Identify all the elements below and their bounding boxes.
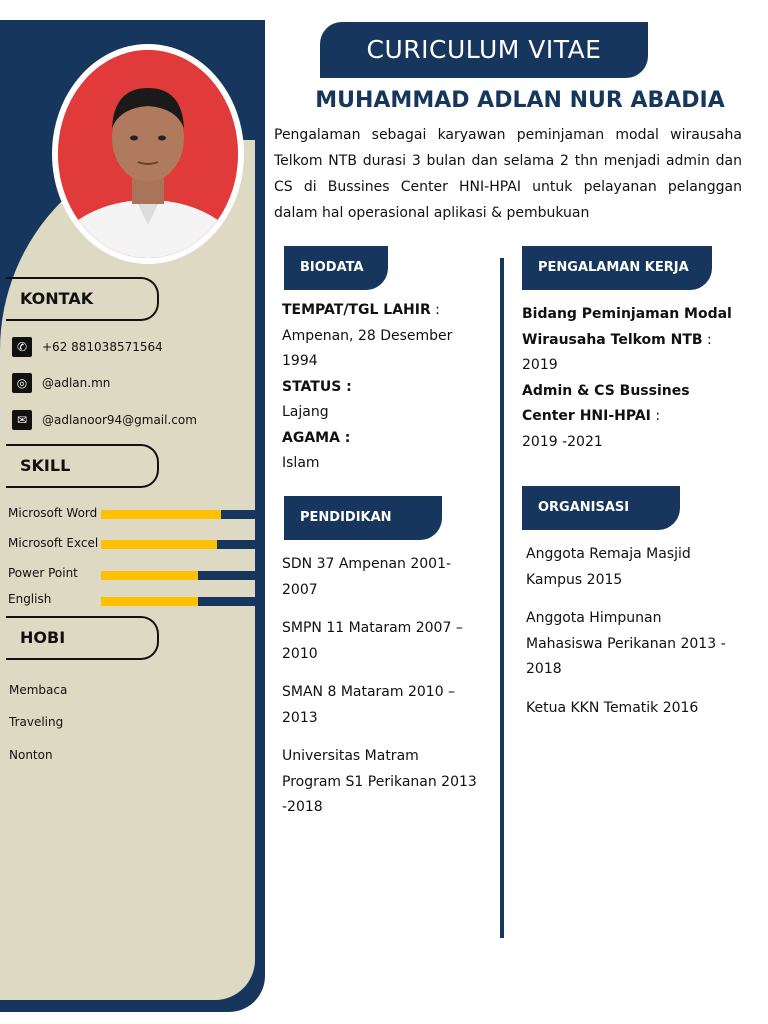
- pendidikan-list: [282, 552, 482, 821]
- kontak-title: KONTAK: [20, 289, 94, 308]
- pengalaman-content: [522, 302, 737, 455]
- person-portrait-icon: [58, 50, 238, 258]
- experience-year: 2019 -2021: [522, 433, 603, 450]
- organisasi-list: [526, 542, 741, 721]
- pendidikan-title: PENDIDIKAN: [300, 510, 392, 525]
- contact-instagram[interactable]: [12, 372, 110, 394]
- hobi-heading: [6, 616, 159, 660]
- contact-phone[interactable]: [12, 336, 163, 358]
- biodata-title: BIODATA: [300, 260, 364, 275]
- skill-title: SKILL: [20, 456, 71, 475]
- title-banner: [320, 22, 648, 78]
- experience-separator: :: [702, 331, 712, 348]
- person-name: MUHAMMAD ADLAN NUR ABADIA: [315, 88, 725, 113]
- contact-instagram-text: @adlan.mn: [42, 376, 111, 390]
- education-item: SDN 37 Ampenan 2001-2007: [282, 556, 452, 598]
- profile-photo: [58, 50, 238, 258]
- organisasi-title: ORGANISASI: [538, 500, 630, 515]
- pendidikan-heading: [284, 496, 442, 540]
- skill-heading: [6, 444, 159, 488]
- experience-item: [522, 379, 737, 430]
- instagram-icon: ◎: [12, 373, 32, 393]
- biodata-heading: [284, 246, 388, 290]
- ttl-separator: :: [430, 302, 440, 318]
- organization-item: Ketua KKN Tematik 2016: [526, 699, 699, 716]
- organization-item: Anggota Remaja Masjid Kampus 2015: [526, 546, 691, 588]
- status-value: Lajang: [282, 404, 329, 420]
- experience-role: Admin & CS Bussines Center HNI-HPAI: [522, 382, 690, 424]
- organisasi-heading: [522, 486, 680, 530]
- skill-label: Microsoft Word: [8, 506, 98, 520]
- organization-item: Anggota Himpunan Mahasiswa Perikanan 2013 - 2018: [526, 610, 726, 677]
- agama-value: Islam: [282, 455, 320, 471]
- cv-title: CURICULUM VITAE: [366, 35, 602, 64]
- agama-label: AGAMA :: [282, 429, 351, 446]
- skill-bar: [101, 510, 255, 519]
- ttl-row: [282, 298, 492, 324]
- skill-bar-fill: [101, 597, 198, 606]
- contact-email[interactable]: [12, 409, 197, 431]
- mail-icon: ✉: [12, 410, 32, 430]
- ttl-label: TEMPAT/TGL LAHIR: [282, 302, 431, 318]
- column-divider: [500, 258, 504, 938]
- experience-role: Bidang Peminjaman Modal Wirausaha Telkom NTB: [522, 306, 732, 348]
- skill-bar: [101, 597, 255, 606]
- biodata-content: [282, 298, 492, 477]
- hobi-title: HOBI: [20, 628, 66, 647]
- skill-label: Microsoft Excel: [8, 536, 99, 550]
- whatsapp-icon: ✆: [12, 337, 32, 357]
- hobby-item: Traveling: [9, 715, 64, 729]
- pengalaman-heading: [522, 246, 712, 290]
- skill-bar-fill: [101, 540, 217, 549]
- skill-bar-fill: [101, 571, 198, 580]
- skill-bar: [101, 540, 255, 549]
- pengalaman-title: PENGALAMAN KERJA: [538, 260, 689, 275]
- experience-separator: :: [650, 408, 661, 424]
- contact-email-text: @adlanoor94@gmail.com: [42, 413, 197, 427]
- kontak-heading: [6, 277, 159, 321]
- contact-phone-text: +62 881038571564: [42, 340, 163, 354]
- status-label: STATUS :: [282, 378, 352, 395]
- hobby-item: Nonton: [9, 748, 53, 762]
- ttl-value: Ampenan, 28 Desember 1994: [282, 327, 453, 369]
- profile-summary: Pengalaman sebagai karyawan peminjaman modal wirausaha Telkom NTB durasi 3 bulan dan selama 2 thn menjadi admin dan CS di Bussines Center HNI-HPAI untuk pelayanan pelanggan dalam hal operasional aplikasi & pembukuan: [274, 127, 742, 221]
- skill-bar: [101, 571, 255, 580]
- hobby-item: Membaca: [9, 683, 68, 697]
- skill-bar-fill: [101, 510, 221, 519]
- experience-year: 2019: [522, 357, 558, 373]
- education-item: SMPN 11 Mataram 2007 – 2010: [282, 620, 463, 662]
- skill-label: Power Point: [8, 566, 78, 580]
- experience-item: [522, 302, 737, 353]
- education-item: Universitas Matram Program S1 Perikanan 2013 -2018: [282, 748, 477, 815]
- education-item: SMAN 8 Mataram 2010 – 2013: [282, 684, 456, 726]
- skill-label: English: [8, 592, 52, 606]
